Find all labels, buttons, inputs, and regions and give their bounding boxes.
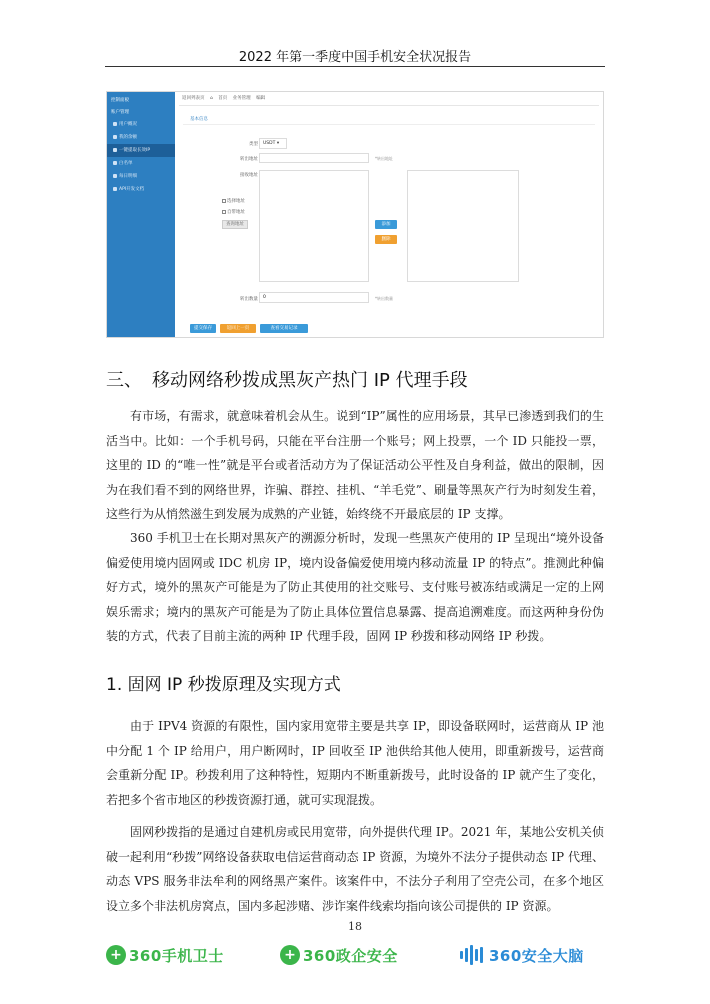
- amount-hint: *转出数量: [375, 296, 393, 301]
- tab-divider: [183, 124, 595, 125]
- amount-label: 转出数量: [240, 297, 258, 302]
- type-label: 类型: [249, 142, 258, 147]
- link-icon: [113, 148, 117, 152]
- sidebar-group-label: 账户管理: [111, 110, 129, 115]
- logo-360-enterprise-security: + 360政企安全: [280, 942, 398, 968]
- report-header-title: 2022 年第一季度中国手机安全状况报告: [238, 50, 472, 65]
- tab-bar-divider: [179, 105, 599, 106]
- sidebar-item-user-overview[interactable]: 用户概况: [107, 118, 175, 131]
- remove-address-button[interactable]: 删除: [375, 235, 397, 244]
- sidebar-item-extract-ip[interactable]: 一键提取长效IP: [107, 144, 175, 157]
- receive-address-textarea[interactable]: [259, 170, 369, 282]
- breadcrumb: [182, 95, 269, 101]
- subsection-heading: 1. 固网 IP 秒拨原理及实现方式: [106, 675, 341, 695]
- signal-bars-icon: [460, 944, 485, 966]
- section-number: 三、: [106, 370, 142, 391]
- screenshot-main: [175, 92, 603, 337]
- paragraph-ipv4-principle: 由于 IPV4 资源的有限性，国内家用宽带主要是共享 IP，即设备联网时，运营商从 IP 池中分配 1 个 IP 给用户，用户断网时，IP 回收至 IP 池供给其他人使用，即重新拨号，运营商会重新分配 IP。秒拨利用了这种特性，短期内不断重新拨号，此时设备的 IP 就产生了变化，若把多个省市地区的秒拨资源打通，就可实现混拨。: [106, 719, 604, 807]
- section-heading: [106, 366, 468, 392]
- breadcrumb-business[interactable]: 业务管理: [232, 96, 251, 101]
- receive-address-label: 接收地址: [240, 173, 258, 178]
- embedded-admin-screenshot: [106, 91, 604, 338]
- sidebar-item-whitelist[interactable]: 白名单: [107, 157, 175, 170]
- header-divider: [105, 66, 605, 67]
- plus-circle-icon: +: [280, 945, 300, 965]
- checkbox-select-address[interactable]: 选择地址: [222, 198, 245, 204]
- sidebar-item-api-docs[interactable]: API开发文档: [107, 183, 175, 196]
- plus-circle-icon: +: [106, 945, 126, 965]
- document-icon: [113, 187, 117, 191]
- type-select[interactable]: USDT ▾: [259, 138, 287, 149]
- logo-360-security-brain: 360安全大脑: [460, 942, 584, 968]
- send-address-hint: *转出地址: [375, 156, 393, 161]
- paragraph-market-demand: 有市场，有需求，就意味着机会从生。说到“IP”属性的应用场景，其早已渗透到我们的生活当中。比如：一个手机号码，只能在平台注册一个账号；网上投票，一个 ID 只能投一票，这里的 ID 的“唯一性”就是平台或者活动方为了保证活动公平性及自身利益，做出的限制，因为在我们看不到的网络世界，诈骗、群控、挂机、“羊毛党”、刷量等黑灰产行为时刻发生着，这些行为从悄然滋生到发展为成熟的产业链，始终绕不开最底层的 IP 支撑。: [106, 409, 604, 521]
- send-address-label: 转出地址: [240, 157, 258, 162]
- paragraph-fixed-line-case: 固网秒拨指的是通过自建机房或民用宽带，向外提供代理 IP。2021 年，某地公安机关侦破一起利用“秒拨”网络设备获取电信运营商动态 IP 资源，为境外不法分子提供动态 IP 代理、动态 VPS 服务非法牟利的网络黑产案件。该案件中，不法分子利用了空壳公司，在多个地区设立多个非法机房窝点，国内多起涉赌、涉诈案件线索均指向该公司提供的 IP 资源。: [106, 825, 604, 913]
- section-title: 移动网络秒拨成黑灰产热门 IP 代理手段: [152, 370, 468, 391]
- wallet-icon: [113, 135, 117, 139]
- submit-save-button[interactable]: 提交保存: [190, 324, 216, 333]
- selected-address-list[interactable]: [407, 170, 519, 282]
- breadcrumb-edit: 编辑: [256, 96, 266, 101]
- screenshot-sidebar: [107, 92, 175, 338]
- breadcrumb-home[interactable]: 首页: [218, 96, 228, 101]
- query-address-button[interactable]: 查询地址: [222, 220, 248, 229]
- list-icon: [113, 161, 117, 165]
- sidebar-item-daily-detail[interactable]: 每日明细: [107, 170, 175, 183]
- tab-basic-info[interactable]: 基本信息: [190, 117, 208, 122]
- send-address-input[interactable]: [259, 153, 369, 163]
- checkbox-own-address[interactable]: 自带地址: [222, 209, 245, 215]
- sidebar-item-balance[interactable]: 我的余额: [107, 131, 175, 144]
- go-back-button[interactable]: 返回上一页: [220, 324, 256, 333]
- add-address-button[interactable]: 添加: [375, 220, 397, 229]
- sidebar-brand: 控制面板: [111, 98, 129, 103]
- user-icon: [113, 122, 117, 126]
- breadcrumb-back[interactable]: 返回列表页: [182, 96, 205, 101]
- home-icon: ⌂: [209, 96, 213, 101]
- logo-360-mobile-guard: + 360手机卫士: [106, 942, 224, 968]
- chevron-down-icon: ▾: [276, 141, 280, 146]
- paragraph-source-analysis: 360 手机卫士在长期对黑灰产的溯源分析时，发现一些黑灰产使用的 IP 呈现出“境外设备偏爱使用境内固网或 IDC 机房 IP，境内设备偏爱使用境内移动流量 IP 的特点”。推测此种偏好方式，境外的黑灰产可能是为了防止其使用的社交账号、支付账号被冻结或满足一定的上网娱乐需求；境内的黑灰产可能是为了防止具体位置信息暴露、提高追溯难度。而这两种身份伪装的方式，代表了目前主流的两种 IP 代理手段，固网 IP 秒拨和移动网络 IP 秒拨。: [106, 531, 604, 643]
- calendar-icon: [113, 174, 117, 178]
- page-number: 18: [348, 920, 362, 933]
- amount-input[interactable]: 0: [259, 292, 369, 303]
- view-records-button[interactable]: 查看交易记录: [260, 324, 308, 333]
